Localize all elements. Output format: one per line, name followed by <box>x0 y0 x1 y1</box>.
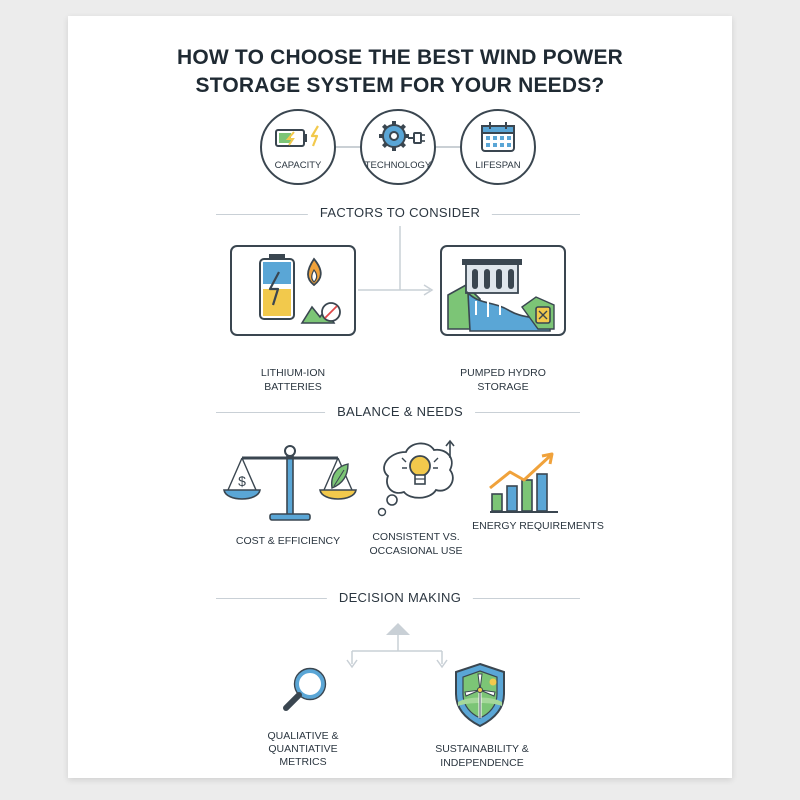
hydro-label-1: PUMPED HYDRO <box>460 367 546 379</box>
shield-wind-turbine-icon <box>452 662 508 728</box>
hydro-label-2: STORAGE <box>477 381 529 393</box>
infographic-card <box>68 16 732 778</box>
technology-label: TECHNOLOGY <box>364 160 432 171</box>
metrics-label <box>248 730 358 769</box>
metrics-label-3: METRICS <box>279 756 327 768</box>
title-line-1: HOW TO CHOOSE THE BEST WIND POWER <box>176 46 624 69</box>
decision-connector <box>68 16 732 716</box>
energy-requirements-label: ENERGY REQUIREMENTS <box>472 520 604 532</box>
lifespan-label: LIFESPAN <box>475 160 521 171</box>
usage-label-2: OCCASIONAL USE <box>369 545 463 557</box>
lithium-label-1: LITHIUM-ION <box>260 367 326 379</box>
sustainability-label-2: INDEPENDENCE <box>440 757 524 769</box>
lithium-label-2: BATTERIES <box>264 381 322 393</box>
capacity-label: CAPACITY <box>274 160 322 171</box>
sustainability-label <box>412 742 552 770</box>
title-line-2: STORAGE SYSTEM FOR YOUR NEEDS? <box>195 74 605 97</box>
metrics-label-2: QUANTIATIVE <box>268 743 338 755</box>
cost-efficiency-label: COST & EFFICIENCY <box>235 535 341 547</box>
sustainability-label-1: SUSTAINABILITY & <box>435 743 529 755</box>
metrics-label-1: QUALIATIVE & <box>267 730 339 742</box>
decision-heading: DECISION MAKING <box>327 590 473 605</box>
magnifier-icon <box>282 666 330 714</box>
factors-heading: FACTORS TO CONSIDER <box>308 205 492 220</box>
balance-heading: BALANCE & NEEDS <box>325 404 475 419</box>
svg-text:$: $ <box>238 473 246 489</box>
usage-label-1: CONSISTENT VS. <box>372 531 460 543</box>
